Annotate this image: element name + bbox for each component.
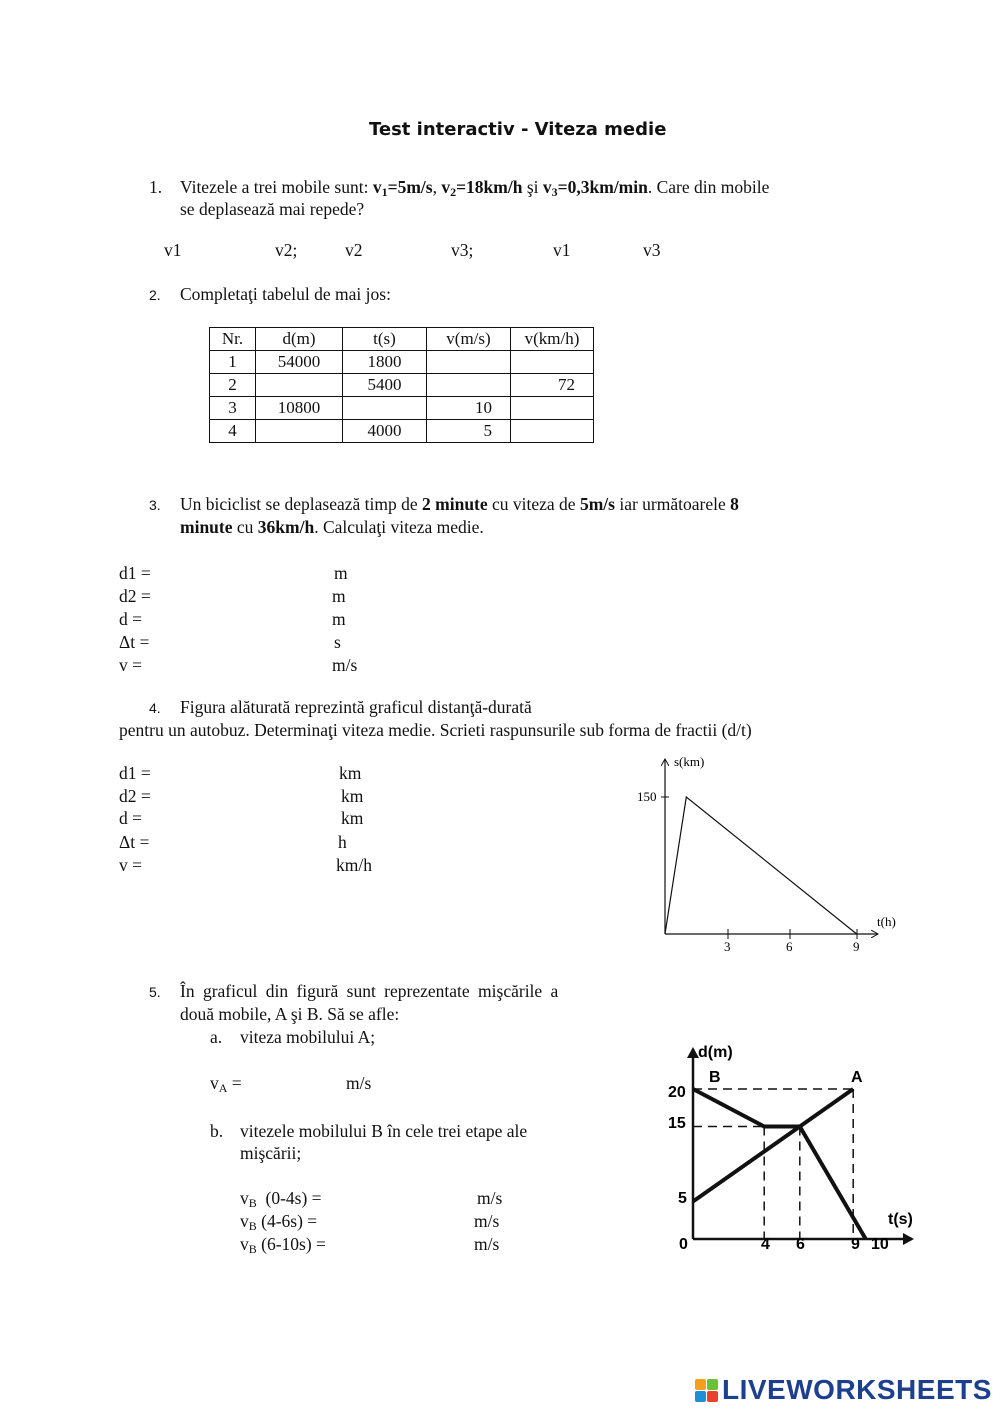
q4-label-dt: Δt = (119, 832, 150, 852)
q5-vb-label-3: $v_B$ (6-10s) = (240, 1234, 326, 1256)
table-row (210, 351, 594, 374)
q5-a-label: a. (210, 1027, 223, 1047)
q4-unit-d2: km (341, 786, 364, 806)
q5-a-text: viteza mobilului A; (240, 1027, 376, 1047)
q5-va-unit: m/s (346, 1073, 372, 1093)
series-a-line (693, 1089, 853, 1202)
logo-mark-cell (707, 1391, 718, 1402)
logo-text: LIVEWORKSHEETS (722, 1374, 992, 1405)
q4-unit-d: km (341, 808, 364, 828)
table-cell: 5400 (343, 374, 427, 397)
q1-text-line1: Vitezele a trei mobile sunt: $v_1=5m/s$, $v_2=18km/h$ şi $v_3=0,3km/\min$. Care din mobile (180, 177, 770, 199)
table-header-cell: v(m/s) (427, 328, 511, 351)
table-cell: 3 (210, 397, 256, 420)
x-tick-label: 10 (871, 1236, 889, 1253)
q4-label-d: d = (119, 808, 142, 828)
table-answer-cell[interactable] (343, 397, 427, 420)
table-cell: 72 (511, 374, 594, 397)
table-answer-cell[interactable] (427, 351, 511, 374)
q3-label-d: d = (119, 609, 142, 629)
q5-b-label: b. (210, 1121, 224, 1141)
table-cell: 54000 (256, 351, 343, 374)
q5-vb-unit-3: m/s (474, 1234, 500, 1254)
table-header-cell: t(s) (343, 328, 427, 351)
x-tick-label: 9 (853, 939, 860, 954)
q1-option-3a[interactable]: v1 (553, 240, 571, 260)
series-b-label: B (709, 1069, 721, 1086)
q5-vb-unit-1: m/s (477, 1188, 503, 1208)
q1-option-1b[interactable]: v2; (275, 240, 298, 260)
q3-label-dt: Δt = (119, 632, 150, 652)
y-tick-label: 15 (668, 1115, 686, 1132)
x-tick-label: 6 (786, 939, 793, 954)
logo-mark-icon (695, 1379, 718, 1402)
table-answer-cell[interactable] (256, 420, 343, 443)
logo-mark-cell (695, 1391, 706, 1402)
x-tick-label: 9 (851, 1236, 860, 1253)
distance-series-line (665, 797, 857, 934)
table-cell: 1800 (343, 351, 427, 374)
q4-text-line2: pentru un autobuz. Determinaţi viteza medie. Scrieti raspunsurile sub forma de fractii (d/t) (119, 720, 752, 740)
q5-va-label: $v_A$ = (210, 1073, 242, 1095)
q1-option-3b[interactable]: v3 (643, 240, 661, 260)
origin-label: 0 (679, 1236, 688, 1253)
table-cell: 2 (210, 374, 256, 397)
q5-b-text-line2: mişcării; (240, 1143, 302, 1163)
page-title: Test interactiv - Viteza medie (369, 119, 667, 140)
q4-label-v: v = (119, 855, 142, 875)
y-tick-label: 20 (668, 1084, 686, 1101)
q3-unit-dt: s (334, 632, 341, 652)
distance-time-chart (625, 748, 915, 960)
series-a-label: A (851, 1069, 863, 1086)
q5-b-text-line1: vitezele mobilului B în cele trei etape ale (240, 1121, 528, 1141)
q5-number: 5. (149, 984, 161, 1000)
x-tick-label: 4 (761, 1236, 770, 1253)
q5-vb-unit-2: m/s (474, 1211, 500, 1231)
q3-label-d2: d2 = (119, 586, 151, 606)
table-cell: 10800 (256, 397, 343, 420)
q3-unit-d2: m (332, 586, 346, 606)
table-cell: 1 (210, 351, 256, 374)
q3-text-line2: minute cu 36km/h. Calculaţi viteza medie. (180, 517, 484, 537)
table-header-cell: v(km/h) (511, 328, 594, 351)
q4-unit-d1: km (339, 763, 362, 783)
table-header-row (210, 328, 594, 351)
y-tick-label: 150 (637, 789, 657, 804)
q2-text: Completaţi tabelul de mai jos: (180, 284, 391, 304)
table-row (210, 374, 594, 397)
q1-option-1a[interactable]: v1 (164, 240, 182, 260)
motion-ab-chart (650, 1035, 940, 1265)
table-answer-cell[interactable] (511, 351, 594, 374)
guide-lines (693, 1089, 853, 1239)
q1-number: 1. (149, 177, 163, 197)
series-b-line (693, 1089, 866, 1239)
y-tick-label: 5 (678, 1190, 687, 1207)
q4-text-line1: Figura alăturată reprezintă graficul distanţă-durată (180, 697, 532, 717)
q4-unit-dt: h (338, 832, 347, 852)
q3-unit-d: m (332, 609, 346, 629)
x-tick-label: 3 (724, 939, 731, 954)
q5-vb-label-2: $v_B$ (4-6s) = (240, 1211, 318, 1233)
q1-option-2a[interactable]: v2 (345, 240, 363, 260)
table-row (210, 420, 594, 443)
x-axis-label: t(h) (877, 914, 896, 929)
q5-text-line1: În graficul din figură sunt reprezentate mişcările a (180, 981, 559, 1001)
q5-vb-label-1: $v_B$ (0-4s) = (240, 1188, 322, 1210)
q3-label-v: v = (119, 655, 142, 675)
logo-mark-cell (695, 1379, 706, 1390)
table-row (210, 397, 594, 420)
table-header-cell: d(m) (256, 328, 343, 351)
q4-unit-v: km/h (336, 855, 372, 875)
q3-text-line1: Un biciclist se deplasează timp de 2 minute cu viteza de 5m/s iar următoarele 8 (180, 494, 739, 514)
q3-unit-d1: m (334, 563, 348, 583)
q4-number: 4. (149, 700, 161, 716)
table-answer-cell[interactable] (427, 374, 511, 397)
table-answer-cell[interactable] (256, 374, 343, 397)
q1-option-2b[interactable]: v3; (451, 240, 474, 260)
table-cell: 10 (427, 397, 511, 420)
q3-number: 3. (149, 497, 161, 513)
q4-label-d2: d2 = (119, 786, 151, 806)
q3-label-d1: d1 = (119, 563, 151, 583)
q2-number: 2. (149, 287, 161, 303)
y-axis-label: d(m) (698, 1044, 733, 1061)
liveworksheets-logo (695, 1374, 992, 1406)
y-axis-label: s(km) (674, 754, 705, 769)
q4-label-d1: d1 = (119, 763, 151, 783)
table-cell: 5 (427, 420, 511, 443)
q5-text-line2: două mobile, A şi B. Să se afle: (180, 1004, 400, 1024)
q3-unit-v: m/s (332, 655, 358, 675)
table-cell: 4000 (343, 420, 427, 443)
table-header-cell: Nr. (210, 328, 256, 351)
table-answer-cell[interactable] (511, 420, 594, 443)
x-axis-label: t(s) (888, 1211, 913, 1228)
x-tick-label: 6 (796, 1236, 805, 1253)
table-cell: 4 (210, 420, 256, 443)
logo-mark-cell (707, 1379, 718, 1390)
speed-table (209, 327, 594, 443)
table-answer-cell[interactable] (511, 397, 594, 420)
q1-text-line2: se deplasează mai repede? (180, 199, 365, 219)
